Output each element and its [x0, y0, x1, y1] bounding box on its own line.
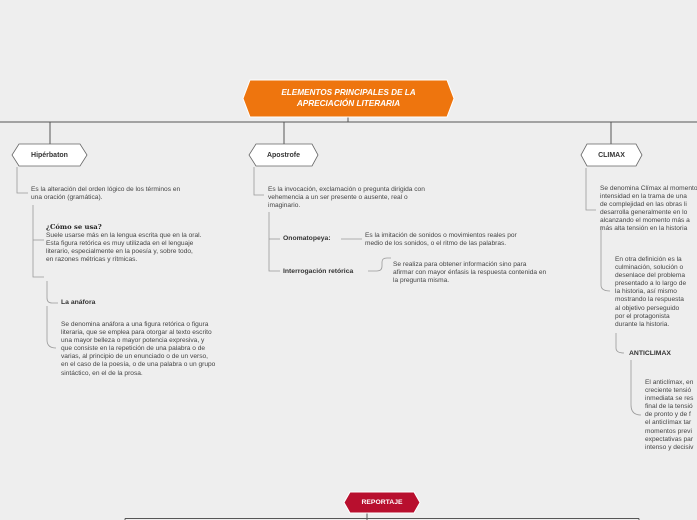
anafora-text: Se denomina anáfora a una figura retórica o figura literaria, que se emplea para otorgar al texto escrito una mayor belleza o mayor potencia expresiva, y que consiste en la repetición de una palabra o de varias, al principio de un enunciado o de un verso, en el caso de la poesía, o de una palabra o un grupo sintáctico, en el de la prosa.	[61, 321, 216, 377]
main-topic-label[interactable]: ELEMENTOS PRINCIPALES DE LA APRECIACIÓN LITERARIA	[281, 88, 416, 108]
anticlimax-text-connector	[631, 360, 641, 415]
interrogacion-text: Se realiza para obtener información sino para afirmar con mayor énfasis la respuesta contenida en la pregunta misma.	[393, 261, 547, 285]
interrogacion-label[interactable]: Interrogación retórica	[283, 268, 354, 275]
apostrofe-subtree-connector	[269, 212, 280, 271]
usage-answer: Suele usarse más en la lengua escrita que en la oral. Esta figura retórica es muy utilizada en el lenguaje literario, especialmente en la poesía y, sobre todo, en razones métricas y rítmicas.	[46, 232, 202, 264]
onomatopeya-text: Es la imitación de sonidos o movimientos reales por medio de los sonidos, o el ritmo de las palabras.	[365, 232, 517, 248]
hiperbaton-node-label[interactable]: Hipérbaton	[31, 151, 68, 159]
hiperbaton-definition: Es la alteración del orden lógico de los términos en una oración (gramática).	[31, 186, 181, 202]
hiperbaton-usage	[46, 223, 241, 264]
reportaje-node-label[interactable]: REPORTAJE	[361, 499, 403, 506]
apostrofe-node-label[interactable]: Apostrofe	[266, 151, 301, 159]
anafora-text-connector	[47, 306, 56, 348]
hiperbaton-subtree-connector	[33, 205, 44, 277]
climax-node-label[interactable]: CLIMAX	[598, 151, 625, 159]
climax-definition-connector	[586, 168, 596, 210]
apostrofe-definition: Es la invocación, exclamación o pregunta dirigida con vehemencia a un ser presente o ausente, real o imaginario.	[268, 186, 425, 210]
anafora-connector	[47, 281, 58, 303]
anticlimax-text: El anticlímax, en creciente tensió inmediata se res final de la tensió de pronto y de f el anticlímax tar momentos previ expectativas par intenso y decisiv	[645, 379, 694, 451]
climax-second-connector	[601, 226, 610, 291]
hiperbaton-definition-connector	[17, 167, 28, 193]
anticlimax-title[interactable]: ANTICLIMAX	[629, 350, 671, 357]
interrogacion-text-connector	[368, 258, 391, 271]
anticlimax-connector	[616, 333, 624, 353]
usage-question: ¿Cómo se usa?	[46, 223, 102, 231]
climax-definition: Se denomina Clímax al momento intensidad en la trama de una de complejidad en las obras li desarrolla generalmente en lo alcanzando el momento más a más alta tensión en la historia	[600, 185, 697, 233]
anafora-title[interactable]: La anáfora	[61, 299, 96, 306]
climax-second-definition: En otra definición es la culminación, solución o desenlace del problema presentado a lo largo de la historia, así mismo mostrando la respuesta al objetivo perseguido por el protagonista durante la historia.	[615, 256, 687, 328]
onomatopeya-label[interactable]: Onomatopeya:	[283, 235, 331, 242]
apostrofe-definition-connector	[254, 167, 264, 195]
